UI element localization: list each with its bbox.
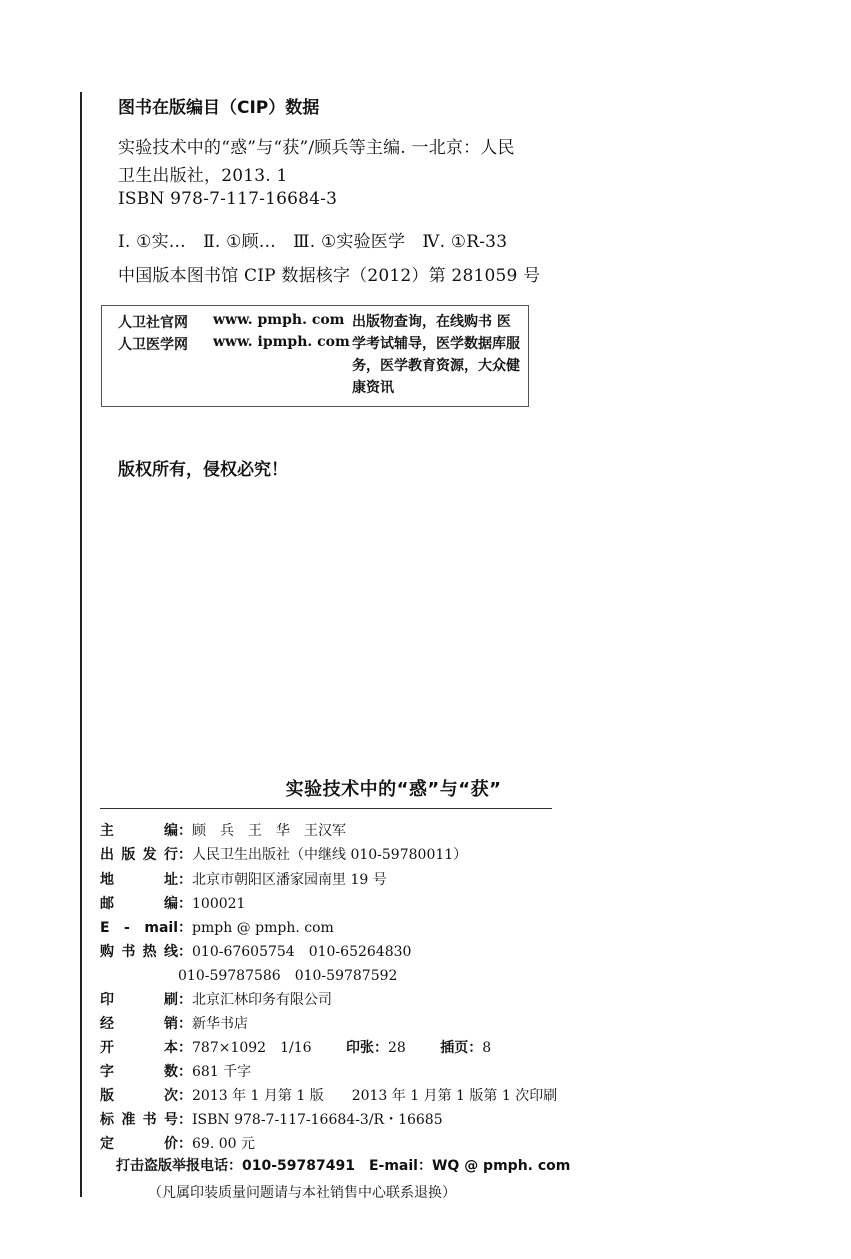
edition-label: 版 次 xyxy=(100,1088,178,1104)
website-name-1: 人卫社官网 xyxy=(118,315,188,331)
printer-label: 印 刷 xyxy=(100,992,178,1008)
title-divider xyxy=(100,808,552,809)
postcode-value: 100021 xyxy=(192,896,246,912)
info-isbn: 标准书号：ISBN 978-7-117-16684-3/R・16685 xyxy=(100,1109,443,1131)
info-price: 定 价：69. 00 元 xyxy=(100,1133,255,1155)
isbn-value: ISBN 978-7-117-16684-3/R・16685 xyxy=(192,1112,443,1128)
website-url-2[interactable]: www. ipmph. com xyxy=(213,334,350,350)
price-value: 69. 00 元 xyxy=(192,1136,255,1152)
email-value[interactable]: pmph @ pmph. com xyxy=(192,920,334,936)
plates-label: 插页 xyxy=(440,1040,469,1056)
edition-value: 2013 年 1 月第 1 版 2013 年 1 月第 1 版第 1 次印刷 xyxy=(192,1088,558,1104)
website-name-2: 人卫医学网 xyxy=(118,337,188,353)
book-title xyxy=(0,775,851,801)
info-email: E - mail：pmph @ pmph. com xyxy=(100,917,334,939)
website-info-box xyxy=(101,305,529,407)
price-label: 定 价 xyxy=(100,1136,178,1152)
info-publisher: 出版发行：人民卫生出版社（中继线 010-59780011） xyxy=(100,844,467,866)
return-notice: （凡属印装质量问题请与本社销售中心联系退换） xyxy=(148,1185,456,1201)
website-url-1[interactable]: www. pmph. com xyxy=(213,312,345,328)
isbn-label: 标准书号 xyxy=(100,1112,178,1128)
info-address: 地 址：北京市朝阳区潘家园南里 19 号 xyxy=(100,869,387,891)
left-margin-rule xyxy=(80,92,82,1197)
distributor-label: 经 销 xyxy=(100,1016,178,1032)
distributor-value: 新华书店 xyxy=(192,1016,248,1032)
printer-value: 北京汇林印务有限公司 xyxy=(192,992,332,1008)
sheets-label: 印张 xyxy=(345,1040,374,1056)
info-postcode: 邮 编：100021 xyxy=(100,893,245,915)
format-value: 787×1092 1/16 xyxy=(192,1040,312,1056)
hotline-label: 购书热线 xyxy=(100,944,178,960)
website-description: 出版物查询，在线购书 医学考试辅导，医学数据库服务，医学教育资源，大众健康资讯 xyxy=(352,314,520,396)
editor-label: 主 编 xyxy=(100,823,178,839)
cip-title-line: 实验技术中的“惑”与“获”/顾兵等主编. 一北京：人民 xyxy=(118,138,515,158)
format-label: 开 本 xyxy=(100,1040,178,1056)
info-printer: 印 刷：北京汇林印务有限公司 xyxy=(100,989,332,1011)
info-edition: 版 次：2013 年 1 月第 1 版 2013 年 1 月第 1 版第 1 次印刷 xyxy=(100,1085,557,1107)
info-distributor: 经 销：新华书店 xyxy=(100,1013,248,1035)
info-editor: 主 编：顾 兵 王 华 王汉军 xyxy=(100,820,346,842)
book-title-text: 实验技术中的“惑”与“获” xyxy=(285,779,502,800)
plates-value: 8 xyxy=(482,1040,492,1056)
copyright-notice: 版权所有，侵权必究！ xyxy=(118,460,288,480)
email-label: E - mail xyxy=(100,920,178,936)
info-hotline: 购书热线：010-67605754 010-65264830 xyxy=(100,941,411,963)
editor-value: 顾 兵 王 华 王汉军 xyxy=(192,823,346,839)
cip-isbn-line: ISBN 978-7-117-16684-3 xyxy=(118,189,338,209)
info-format: 开 本：787×1092 1/16 印张：28 插页：8 xyxy=(100,1037,491,1059)
publisher-label: 出版发行 xyxy=(100,847,178,863)
words-value: 681 千字 xyxy=(192,1064,252,1080)
address-value: 北京市朝阳区潘家园南里 19 号 xyxy=(192,872,387,888)
anti-piracy-line: 打击盗版举报电话：010-59787491 E-mail：WQ @ pmph. com xyxy=(116,1158,571,1174)
hotline-value-2: 010-59787586 010-59787592 xyxy=(178,968,398,984)
cip-publisher-line: 卫生出版社，2013. 1 xyxy=(118,166,288,186)
sheets-value: 28 xyxy=(387,1040,406,1056)
words-label: 字 数 xyxy=(100,1064,178,1080)
address-label: 地 址 xyxy=(100,872,178,888)
info-hotline-cont xyxy=(178,965,397,987)
cip-heading: 图书在版编目（CIP）数据 xyxy=(118,98,320,118)
publisher-value: 人民卫生出版社（中继线 010-59780011） xyxy=(192,847,468,863)
postcode-label: 邮 编 xyxy=(100,896,178,912)
hotline-value-1: 010-67605754 010-65264830 xyxy=(192,944,412,960)
cip-record-line: 中国版本图书馆 CIP 数据核字（2012）第 281059 号 xyxy=(118,266,541,286)
cip-classification-line: Ⅰ. ①实… Ⅱ. ①顾… Ⅲ. ①实验医学 Ⅳ. ①R-33 xyxy=(118,232,508,252)
info-words: 字 数：681 千字 xyxy=(100,1061,251,1083)
